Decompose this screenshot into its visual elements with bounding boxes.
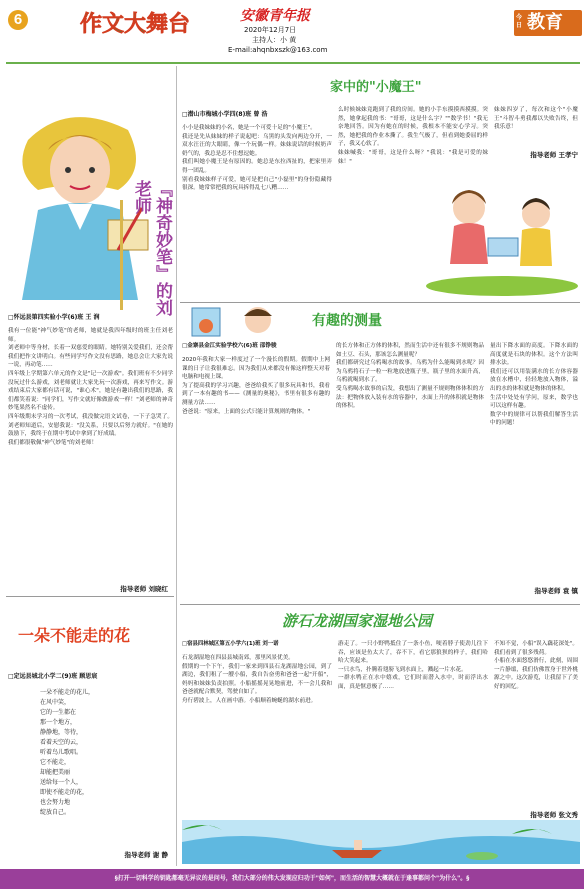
measurement-teacher: 指导老师 袁 镇 — [534, 587, 578, 595]
wetland-teacher: 指导老师 张文秀 — [530, 811, 578, 819]
mid-divider-2 — [180, 604, 580, 605]
flower-teacher: 指导老师 谢 静 — [124, 851, 168, 859]
brand-small: 今日 — [516, 14, 523, 29]
magic-pen-title-bar — [120, 200, 123, 310]
wizard-col2: 么时候妹妹竟跑到了我的房间。她的小手东摸摸西摸摸。突然，她拿起我的书："哥哥，这是什么字？""数学书！"我无奈地回答。因为有她在的时候，我根本不能安心学习。突然，她把我的作业本撕了。我生气极了，但看到她委屈的样子，我又心软了。 妹妹喊我："哥哥，这是什么呀？"我说："我是可爱的妹妹！" — [338, 107, 488, 165]
wizard-col1: 小小是我妹妹的小名，她是一个可爱十足的"小魔王"。 我还是先从妹妹的样子说起吧：乌黑的头发向两边分开，一双水汪汪的大眼睛，像一个玩偶一样。妹妹说话的时候奶声奶气的，我总是忍不住想逗她。 我们叫她小魔王是有原因的。她总是东拉西扯的，把家里弄得一团乱。 别看我妹妹样子可爱，她可是把自己"小磊里"的身份隐藏得很深。她常常把我的玩具拆得乱七八糟…… — [182, 125, 332, 192]
wetland-col2: 游走了。一只小野鸭抵住了一条小鱼，哽着脖子使劲儿往下吞，应该是鱼太大了，吞不下，看它那狼狈的样子，我们哈哈大笑起来。 一只水鸟，扑腾着翅膀飞到水面上，溅起一片水花。 一群水鸭正在水中嬉戏，它们时而潜入水中，时而浮出水面，真是惬意极了…… — [338, 641, 488, 690]
editor: 主持人：小 黄 — [252, 36, 297, 44]
issue-date: 2020年12月7日 — [244, 26, 297, 34]
measurement-col3: 量出下降水面的高度。下降水面的高度就是石块的体积。这个方法叫排水法。 我们还可以用装满水的长方体容器放在水槽中，轻轻地放入物体，溢出的水的体积就是物体的体积。 生活中处处有学问，原来，数学也可以这样有趣。 数学中的规律可以帮我们解答生活中的问题！ — [490, 343, 578, 427]
email: E-mail:ahqnbxszk@163.com — [228, 46, 328, 54]
wizard-teacher: 指导老师 王孝宁 — [530, 151, 578, 159]
measurement-title: 有趣的测量 — [312, 313, 382, 329]
wetland-col3: 不知不觉，小船"误入藕花深处"。我们看到了很多残荷。 小船在水面悠悠滑行，此刻，周围一片静谧，我们仿佛置身于世外桃源之中。这次游览，让我留下了美好的回忆。 — [494, 641, 578, 690]
measurement-byline: □金寨县金江实验学校六(6)班 邵铮骏 — [182, 343, 277, 349]
magic-pen-teacher: 指导老师 刘晓红 — [120, 585, 168, 593]
left-divider — [6, 596, 174, 597]
wetland-title: 游石龙湖国家湿地公园 — [282, 612, 433, 630]
wizard-col3: 妹妹四岁了，每次和这个"小魔王"斗智斗勇我都以失败告终，但我乐意！ — [494, 107, 578, 131]
section-title: 作文大舞台 — [80, 12, 191, 37]
paper-name: 安徽青年报 — [240, 8, 310, 24]
wetland-col1: 石龙湖湿地在四县县城南郊，那里风景优美。 假期的一个下午，我们一家来到四县石龙湖湿地公园，到了湖边，我们租了一艘小船，我自告奋勇和爸爸一起"开船"，妈妈和妹妹负责拍照。小船摇摇晃晃地前进，不一会儿我和爸爸就配合默契，驾驶自如了。 舟行碧波上，人在画中游。小船顺着蜿蜒的湖水前进。 — [182, 655, 332, 704]
wizard-title: 家中的"小魔王" — [330, 80, 422, 95]
masthead — [0, 0, 584, 64]
measurement-col1: 2020年我和大家一样度过了一个漫长的假期。假期中上网课的日子让我很难忘。因为我们从来都没有像这样整天对着电脑和电视上课。 为了提高我的学习兴趣，爸爸给我买了很多玩具和书，我看到了一本有趣的书——《测量的奥秘》，书里有很多有趣的测量方法…… 爸爸说："原来，上面的公式只能计算规则的物体。" — [182, 357, 330, 415]
flower-title: 一朵不能走的花 — [18, 626, 131, 645]
masthead-rule — [6, 62, 580, 64]
brand-big: 教育 — [527, 12, 563, 33]
measurement-illustration — [186, 300, 296, 340]
magic-pen-title: 『神奇妙笔』的刘老师 — [131, 180, 172, 316]
column-divider-left — [176, 66, 177, 866]
wetland-byline: □宿县四林城区第五小学六(1)班 刘一诺 — [182, 641, 279, 647]
page-number: 6 — [13, 11, 23, 28]
footer-quote: §打开一切科学的钥匙都毫无异议的是问号，我们大部分的伟大发现应归功于"如何"，而生活的智慧大概就在于逢事都问个"为什么"。§ — [114, 875, 470, 882]
lake-illustration — [182, 820, 580, 864]
wizard-byline: □潜山市梅城小学四(8)班 曾 浩 — [182, 111, 268, 118]
kids-illustration — [424, 168, 580, 298]
measurement-col2: 的长方体和正方体的体积，然而生活中还有很多不规则物品如土豆、石头，那该怎么测量呢？ 我们都研究过乌鸦喝水的故事。乌鸦为什么能喝到水呢？因为乌鸦将石子一粒一粒地放进瓶子里，瓶子里的水面升高，乌鸦就喝到水了。 受乌鸦喝水故事的启发，我想出了测量不规则物体体积的方法：把物体放入装有水的容器中，水面上升的体积就是物体的体积。 — [336, 343, 484, 410]
flower-poem: 一朵不能走的花儿， 在风中笑， 它的一生都在 那一个地方， 静静地，等待， 看着天空的云， 听着鸟儿歌唱。 它不能走， 却能把美丽 送给每一个人， 即使不能走的花， 也会努力地 绽放自己。 — [40, 689, 95, 816]
magic-pen-body: 我有一位能"神气妙笔"的老师，她就是我四年级时的班主任刘老师。 刘老师中等身材，长着一双慈爱的眼睛。她特别关爱我们，还会帮我们把作文讲明白。有些同学写作文没有思路，她总会让大家先说一说，再动笔…… 四年级上学期第六单元的作文是"记一次游戏"。我们班有不少同学没玩过什么游戏，刘老师就让大家先玩一次游戏，再来写作文。游戏结束后大家都有话可说，"谁心术"，她是有趣出我们的思路，我们都笑着说："同学们，写作文就好像做游戏一样！"刘老师的神奇妙笔果然名不虚传。 四年级期末学习的一次考试，我没做完语文试卷，一下子急哭了。刘老师知道后，安慰我说："没关系，只要以后努力就好。"在她的鼓励下，我终于在期中考试中拿到了好成绩。 我们都很敬佩"神气妙笔"的刘老师！ — [8, 328, 173, 446]
flower-byline: □定远县城北小学二(9)班 顾思宸 — [8, 673, 98, 680]
magic-pen-byline: □怀远县第四实验小学(6)班 王 润 — [8, 314, 100, 321]
